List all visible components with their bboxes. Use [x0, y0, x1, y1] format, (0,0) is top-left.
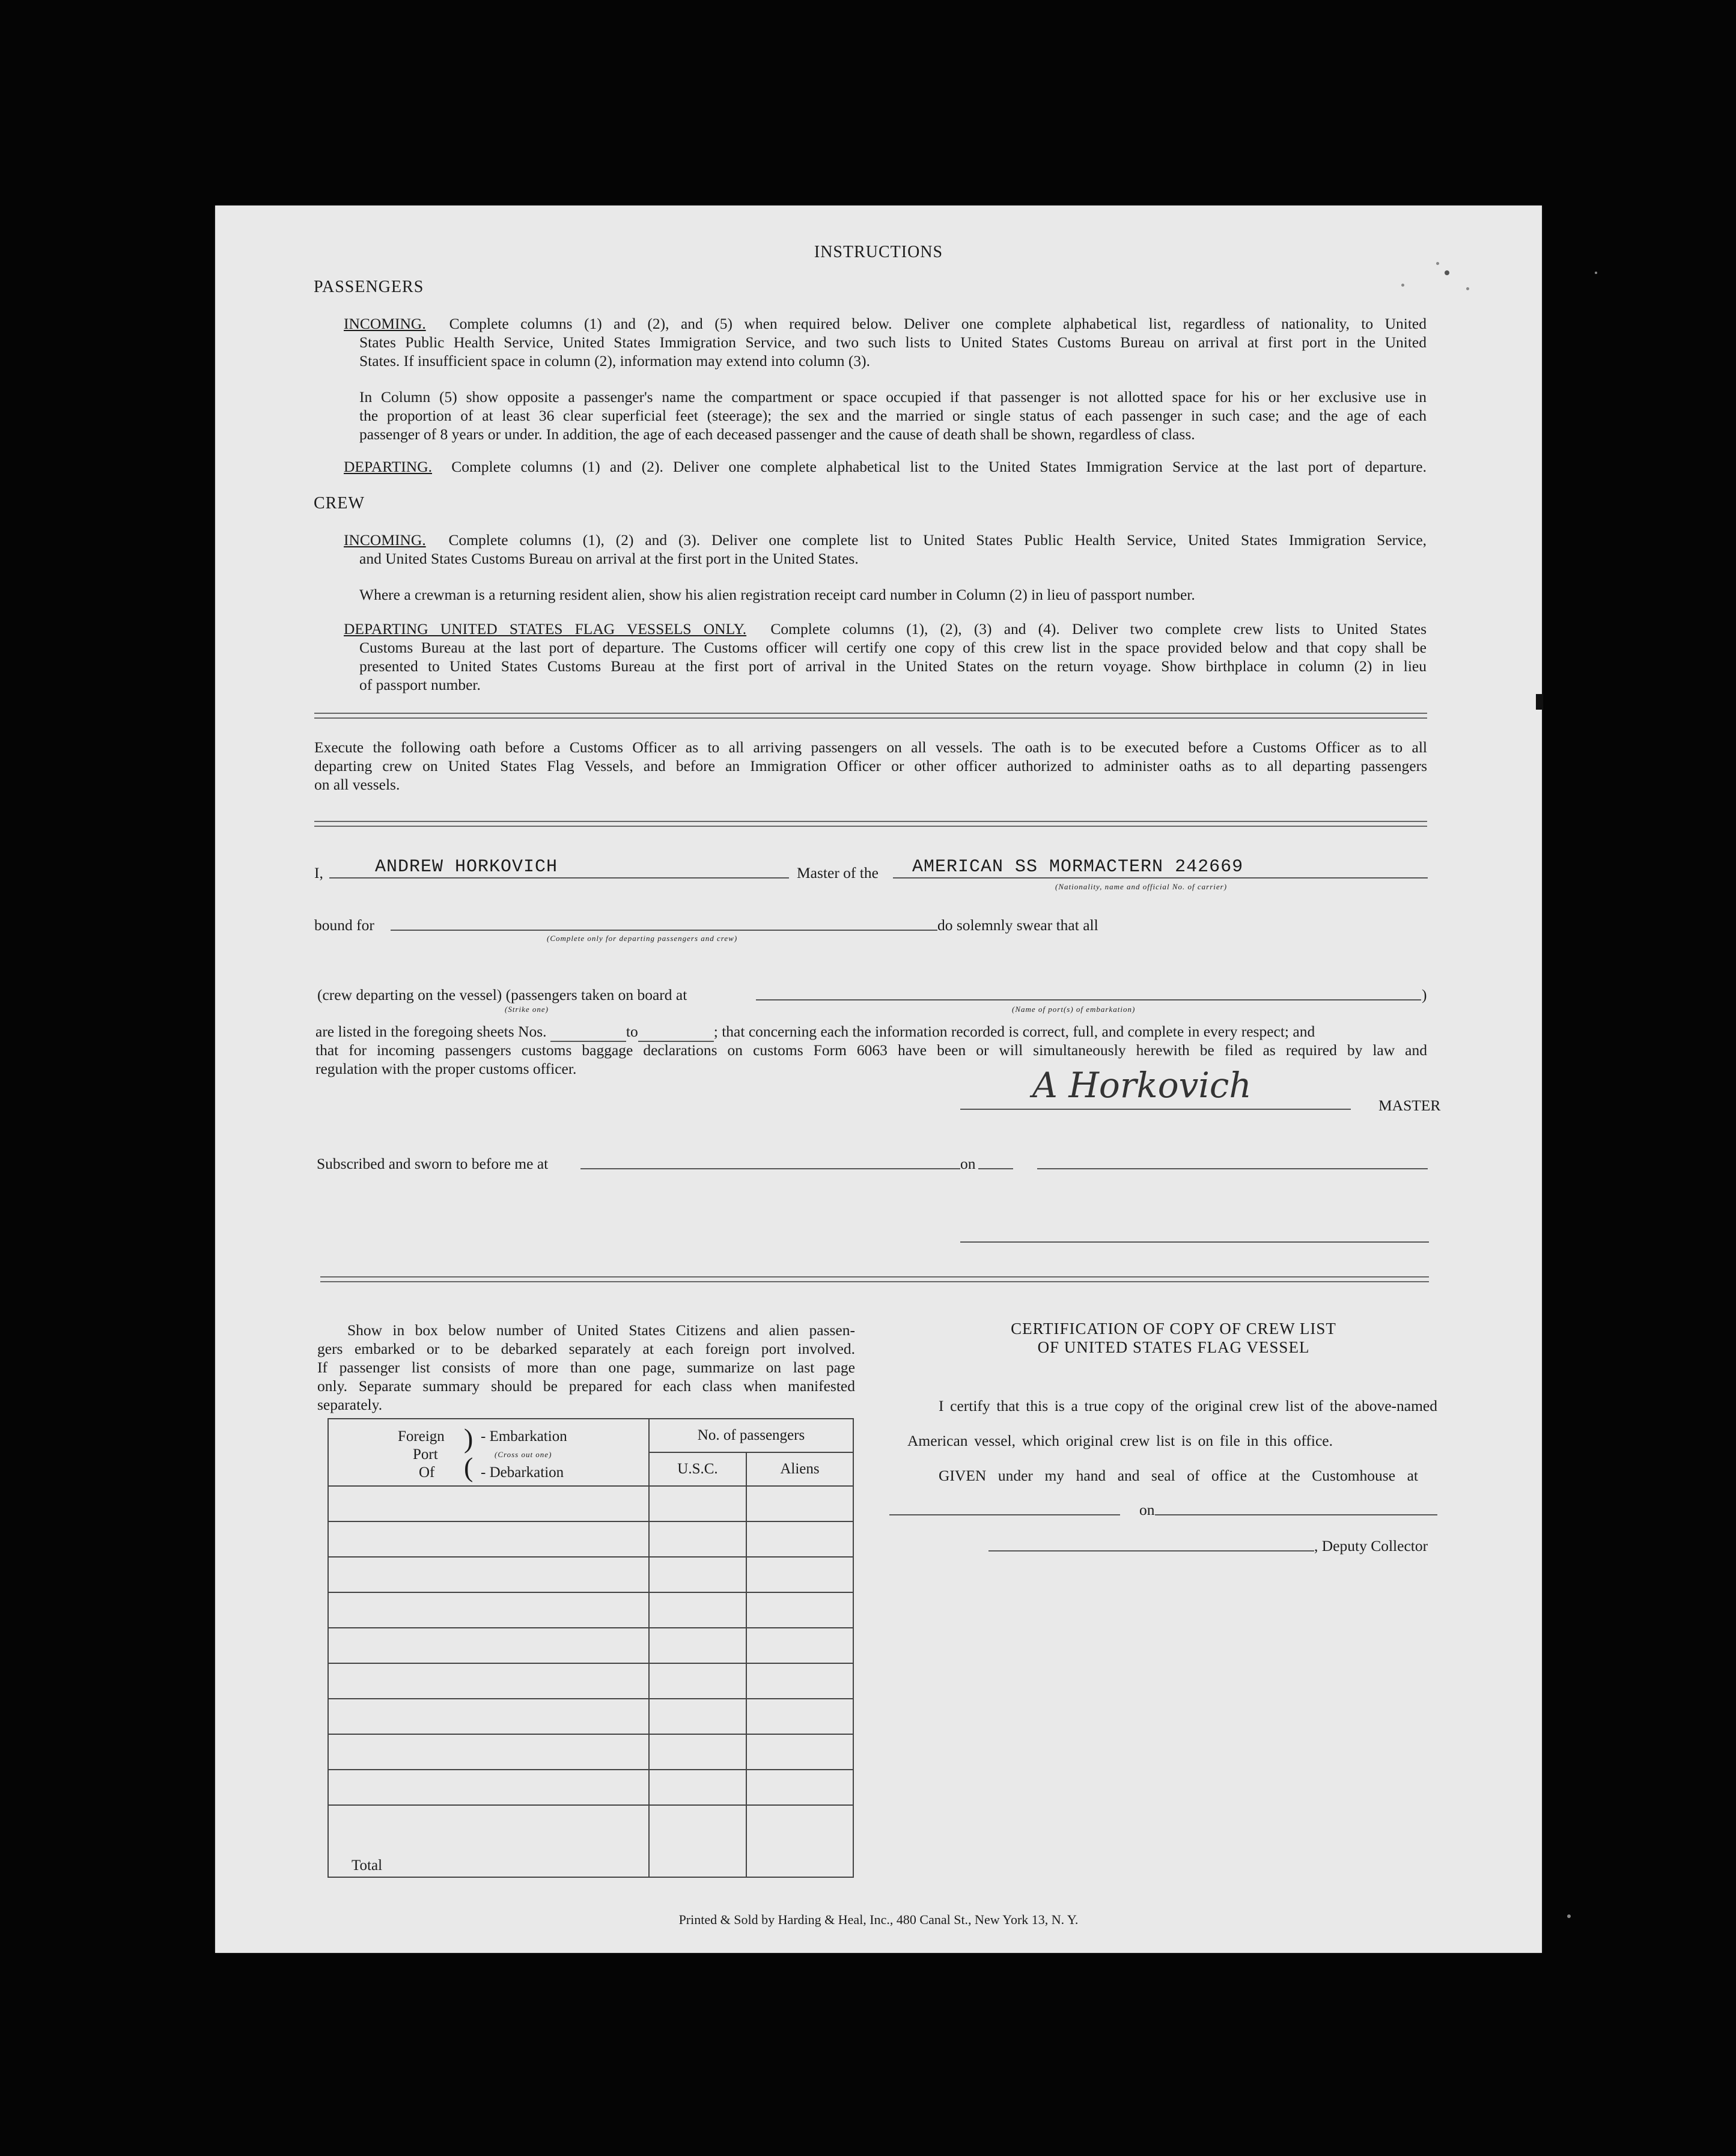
- certification-line-1: I certify that this is a true copy of the original crew list of the above-named: [939, 1397, 1437, 1414]
- divider: [320, 1276, 1429, 1282]
- stray-mark: [1567, 1914, 1571, 1918]
- port-cell[interactable]: [328, 1557, 649, 1592]
- vessel-field[interactable]: AMERICAN SS MORMACTERN 242669: [912, 857, 1244, 877]
- listed-line-2: that for incoming passengers customs baggage declarations on customs Form 6063 have been or will simultaneously herewith be filed as required by law and: [315, 1041, 1427, 1059]
- usc-cell[interactable]: [649, 1663, 746, 1699]
- usc-header: U.S.C.: [649, 1452, 746, 1486]
- usc-cell[interactable]: [649, 1770, 746, 1805]
- flag-line-3: presented to United States Customs Bureau at the first port of arrival in the United States on the return voyage. Show birthplace in column (2) in lieu: [359, 657, 1427, 675]
- usc-cell[interactable]: [649, 1557, 746, 1592]
- oath-intro-line-2: departing crew on United States Flag Vessels, and before an Immigration Officer or other officer authorized to administer oaths as to all departing passengers: [314, 757, 1427, 775]
- aliens-cell[interactable]: [746, 1557, 853, 1592]
- sheet-to-field[interactable]: [638, 1022, 714, 1042]
- column5-line-2: the proportion of at least 36 clear superficial feet (steerage); the sex and the married or single status of each passenger in such case; and the age of each: [359, 407, 1427, 424]
- stray-mark: [1595, 272, 1597, 274]
- summary-intro: Show in box below number of United States Citizens and alien passen- gers embarked or to be debarked separately at each foreign port involved. If passenger list consists of more than one page, summarize on last page only. Separate summary should be prepared for each class when manifested separately.: [317, 1321, 855, 1413]
- deputy-collector-label: , Deputy Collector: [1314, 1537, 1428, 1555]
- paper-tab: [1536, 694, 1543, 710]
- embarkation-option[interactable]: - Embarkation: [481, 1428, 567, 1445]
- strike-caption: (Strike one): [505, 1005, 549, 1014]
- aliens-cell[interactable]: [746, 1663, 853, 1699]
- crew-heading: CREW: [314, 494, 365, 513]
- crewman-instruction: Where a crewman is a returning resident alien, show his alien registration receipt card number in Column (2) in lieu of passport number.: [359, 586, 1195, 603]
- customhouse-line[interactable]: [889, 1514, 1120, 1515]
- port-cell[interactable]: [328, 1699, 649, 1734]
- aliens-cell[interactable]: [746, 1521, 853, 1557]
- subscribed-text: Subscribed and sworn to before me at: [317, 1155, 549, 1172]
- swear-text: do solemnly swear that all: [937, 916, 1098, 934]
- sworn-date-line[interactable]: [978, 1168, 1013, 1169]
- listed-line-3: regulation with the proper customs officer.: [315, 1060, 577, 1077]
- foreign-port-header: Foreign Port Of ) ( - Embarkation (Cross out one) - Debarkation: [328, 1419, 649, 1486]
- bound-for-caption: (Complete only for departing passengers and crew): [547, 934, 738, 943]
- port-cell[interactable]: [328, 1592, 649, 1628]
- master-signature: A Horkovich: [1032, 1065, 1252, 1106]
- incoming-label: INCOMING.: [344, 315, 426, 332]
- column5-line-1: In Column (5) show opposite a passenger's name the compartment or space occupied if that passenger is not allotted space for his or her exclusive use in: [359, 388, 1427, 406]
- master-name-line: [329, 877, 789, 879]
- instructions-title: INSTRUCTIONS: [814, 243, 943, 261]
- usc-cell[interactable]: [649, 1734, 746, 1770]
- stray-mark: [1466, 287, 1469, 290]
- aliens-cell[interactable]: [746, 1734, 853, 1770]
- crew-incoming-line-2: and United States Customs Bureau on arrival at the first port in the United States.: [359, 550, 859, 567]
- usc-cell[interactable]: [649, 1521, 746, 1557]
- signature-line: [960, 1109, 1351, 1110]
- usc-cell[interactable]: [649, 1486, 746, 1521]
- embarkation-port-line[interactable]: [756, 999, 1421, 1000]
- stray-mark: [1401, 284, 1404, 287]
- crew-incoming: INCOMING. Complete columns (1), (2) and (3). Deliver one complete list to United States Public Health Service, United States Immigration Service,: [344, 531, 1427, 549]
- aliens-cell[interactable]: [746, 1628, 853, 1663]
- aliens-header: Aliens: [746, 1452, 853, 1486]
- port-cell[interactable]: [328, 1734, 649, 1770]
- sheet-from-field[interactable]: [550, 1022, 626, 1042]
- port-cell[interactable]: [328, 1663, 649, 1699]
- crew-passengers-text: (crew departing on the vessel) (passengers taken on board at: [317, 986, 687, 1003]
- aliens-cell[interactable]: [746, 1486, 853, 1521]
- passenger-summary-table: [327, 1418, 854, 1878]
- master-label: MASTER: [1378, 1097, 1441, 1114]
- deputy-signature-line[interactable]: [988, 1550, 1314, 1552]
- column5-line-3: passenger of 8 years or under. In addition, the age of each deceased passenger and the cause of death shall be shown, regardless of class.: [359, 425, 1195, 443]
- vessel-caption: (Nationality, name and official No. of carrier): [1055, 882, 1228, 891]
- embarkation-caption: (Name of port(s) of embarkation): [1012, 1005, 1136, 1014]
- flag-line-2: Customs Bureau at the last port of departure. The Customs officer will certify one copy of this crew list in the space provided below and that copy shall be: [359, 639, 1427, 656]
- passengers-heading: PASSENGERS: [314, 278, 424, 296]
- certification-title: CERTIFICATION OF COPY OF CREW LIST OF UNITED STATES FLAG VESSEL: [1011, 1320, 1336, 1356]
- aliens-cell[interactable]: [746, 1592, 853, 1628]
- sworn-on-label: on: [960, 1155, 976, 1172]
- vessel-line: [893, 877, 1428, 879]
- incoming-line-2: States Public Health Service, United States Immigration Service, and two such lists to United States Customs Bureau on arrival at first port in the United: [359, 333, 1427, 351]
- bound-for-line[interactable]: [391, 930, 937, 931]
- usc-cell[interactable]: [649, 1592, 746, 1628]
- certification-line-2: American vessel, which original crew list is on file in this office.: [907, 1432, 1333, 1449]
- certification-on-label: on: [1139, 1501, 1155, 1518]
- total-aliens-cell[interactable]: [746, 1805, 853, 1877]
- port-cell[interactable]: [328, 1628, 649, 1663]
- no-passengers-header: No. of passengers: [649, 1419, 853, 1452]
- port-cell[interactable]: [328, 1770, 649, 1805]
- master-name-field[interactable]: ANDREW HORKOVICH: [375, 857, 558, 877]
- listed-text: are listed in the foregoing sheets Nos. to ; that concerning each the information recorded is correct, full, and complete in every respect; and: [315, 1022, 1315, 1042]
- divider: [314, 713, 1427, 719]
- officer-signature-line[interactable]: [960, 1241, 1429, 1243]
- master-of-label: Master of the: [797, 864, 879, 882]
- passengers-departing: DEPARTING. Complete columns (1) and (2). Deliver one complete alphabetical list to the United States Immigration Service at the last port of departure.: [344, 458, 1427, 475]
- stray-mark: [1436, 262, 1439, 265]
- divider: [314, 821, 1427, 827]
- aliens-cell[interactable]: [746, 1770, 853, 1805]
- total-label: Total: [328, 1805, 649, 1877]
- sworn-place-line[interactable]: [580, 1168, 960, 1169]
- stray-mark: [1445, 270, 1449, 275]
- flag-line-4: of passport number.: [359, 676, 481, 693]
- i-label: I,: [314, 864, 323, 882]
- sworn-date-line-2[interactable]: [1037, 1168, 1428, 1169]
- flag-vessels-instruction: DEPARTING UNITED STATES FLAG VESSELS ONLY. Complete columns (1), (2), (3) and (4). Deliver two complete crew lists to United States: [344, 620, 1427, 638]
- port-cell[interactable]: [328, 1486, 649, 1521]
- port-cell[interactable]: [328, 1521, 649, 1557]
- document-page: [215, 206, 1542, 1953]
- bound-for-label: bound for: [314, 916, 374, 934]
- incoming-line-3: States. If insufficient space in column (2), information may extend into column (3).: [359, 352, 871, 370]
- oath-intro-line-1: Execute the following oath before a Customs Officer as to all arriving passengers on all vessels. The oath is to be executed before a Customs Officer as to all: [314, 738, 1427, 756]
- oath-intro-line-3: on all vessels.: [314, 776, 400, 793]
- total-usc-cell[interactable]: [649, 1805, 746, 1877]
- aliens-cell[interactable]: [746, 1699, 853, 1734]
- close-paren: ): [1422, 986, 1427, 1003]
- usc-cell[interactable]: [649, 1699, 746, 1734]
- passengers-incoming: INCOMING. Complete columns (1) and (2), and (5) when required below. Deliver one complete alphabetical list, regardless of nationality, to United: [344, 315, 1427, 332]
- certification-line-3: GIVEN under my hand and seal of office at the Customhouse at: [939, 1467, 1418, 1484]
- certification-date-line[interactable]: [1155, 1514, 1437, 1515]
- debarkation-option[interactable]: - Debarkation: [481, 1464, 564, 1481]
- printer-footer: Printed & Sold by Harding & Heal, Inc., 480 Canal St., New York 13, N. Y.: [678, 1912, 1079, 1927]
- usc-cell[interactable]: [649, 1628, 746, 1663]
